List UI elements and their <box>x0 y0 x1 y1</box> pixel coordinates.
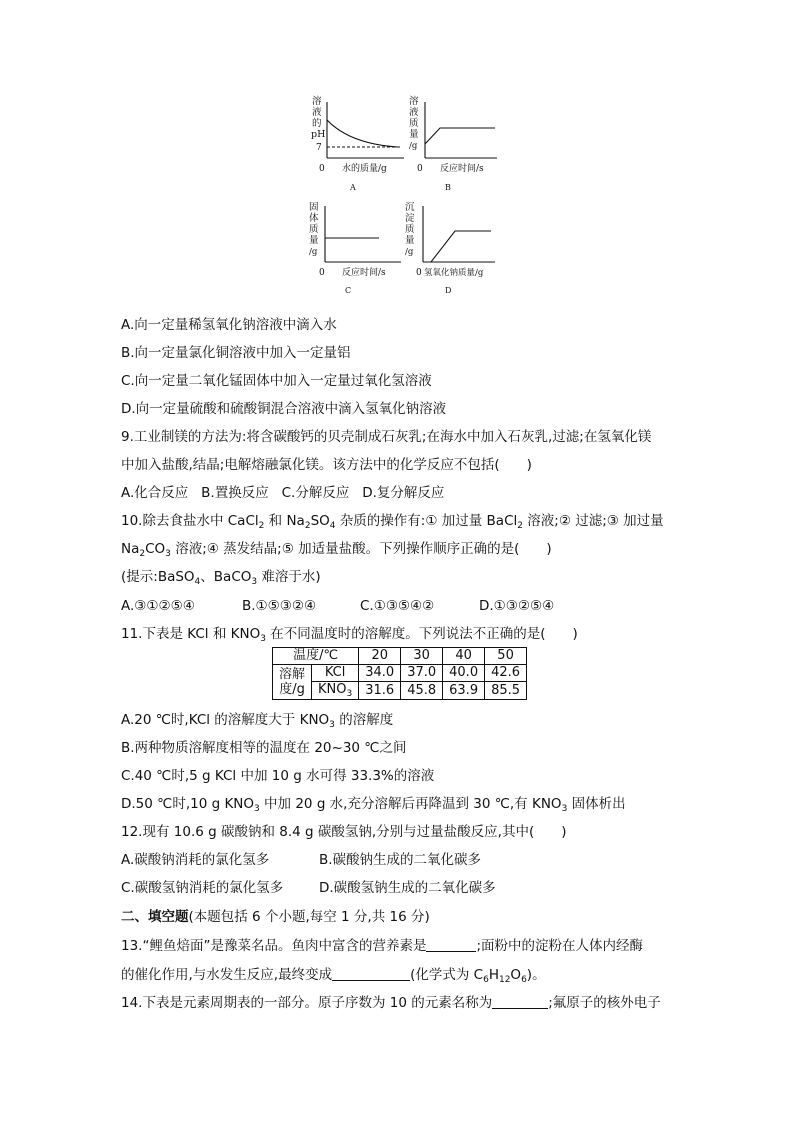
q10-option-d: D.①③②⑤④ <box>479 598 555 614</box>
svg-text:溶: 溶 <box>312 96 322 107</box>
graph-c-caption: C <box>345 286 352 295</box>
q10-option-a: A.③①②⑤④ <box>121 598 195 614</box>
graph-d-ylabel <box>405 202 415 257</box>
table-row-name: $KNO_3$ <box>312 682 359 700</box>
q9-stem-line2: 中加入盐酸,结晶;电解熔融氯化镁。该方法中的化学反应不包括( ) <box>121 457 532 473</box>
table-cell: 37.0 <box>401 665 443 682</box>
graph-c-origin: 0 <box>319 268 325 278</box>
svg-text:液: 液 <box>312 107 322 118</box>
graph-a-caption: A <box>350 183 356 192</box>
svg-text:淀: 淀 <box>405 213 415 224</box>
q8-option-a: A.向一定量稀氢氧化钠溶液中滴入水 <box>121 317 337 333</box>
graph-b-xlabel: 反应时间/s <box>440 164 484 174</box>
table-cell: 63.9 <box>443 682 485 700</box>
table-cell: 40.0 <box>443 665 485 682</box>
q12-option-d: D.碳酸氢钠生成的二氧化碳多 <box>319 880 496 896</box>
graph-b <box>405 92 505 197</box>
solubility-table <box>272 647 527 700</box>
q13-blank-1[interactable] <box>426 937 476 952</box>
q12-option-c: C.碳酸氢钠消耗的氯化氢多 <box>121 880 284 896</box>
q10-hint: (提示:BaSO$_4$、BaCO$_3$ 难溶于水) <box>121 569 321 587</box>
table-header-cell: 50 <box>485 648 527 665</box>
section-2-desc: (本题包括 6 个小题,每空 1 分,共 16 分) <box>188 909 430 925</box>
graph-a-ytick: 7 <box>316 143 322 153</box>
svg-text:体: 体 <box>309 213 319 224</box>
svg-text:固: 固 <box>309 202 319 213</box>
q11-option-d: D.50 ℃时,10 g $KNO_3$ 中加 20 g 水,充分溶解后再降温到 30 ℃,有 $KNO_3$ 固体析出 <box>121 796 626 814</box>
q9-options <box>121 484 444 502</box>
q14-blank-1[interactable] <box>492 994 548 1009</box>
graph-a-ylabel <box>311 95 325 140</box>
table-cell: 42.6 <box>485 665 527 682</box>
section-2-title: 二、填空题 <box>121 909 189 925</box>
graph-a-xlabel: 水的质量/g <box>342 164 387 174</box>
svg-text:质: 质 <box>309 224 319 235</box>
svg-text:量: 量 <box>405 235 415 246</box>
q8-option-d: D.向一定量硫酸和硫酸铜混合溶液中滴入氢氧化钠溶液 <box>121 401 447 417</box>
svg-text:/g: /g <box>405 247 414 257</box>
table-row <box>273 665 527 682</box>
q9-option-b: B.置换反应 <box>201 485 269 501</box>
q9-stem-line1: 9.工业制镁的方法为:将含碳酸钙的贝壳制成石灰乳;在海水中加入石灰乳,过滤;在氢氧化镁 <box>121 429 652 445</box>
q10-option-c: C.①③⑤④② <box>360 598 435 614</box>
q12-stem: 12.现有 10.6 g 碳酸钠和 8.4 g 碳酸氢钠,分别与过量盐酸反应,其中( ) <box>121 824 567 840</box>
q11-option-b: B.两种物质溶解度相等的温度在 20~30 ℃之间 <box>121 740 407 756</box>
q10-stem-line1: 10.除去食盐水中 CaCl$_2$ 和 $Na_2SO_4$ 杂质的操作有:① 加过量 BaCl$_2$ 溶液;② 过滤;③ 加过量 <box>121 513 664 531</box>
graph-c <box>305 198 410 298</box>
q10-stem-line2: $Na_2CO_3$ 溶液;④ 蒸发结晶;⑤ 加适量盐酸。下列操作顺序正确的是( ) <box>121 541 552 559</box>
svg-text:的: 的 <box>312 118 322 129</box>
table-cell: 45.8 <box>401 682 443 700</box>
q11-stem: 11.下表是 KCl 和 $KNO_3$ 在不同温度时的溶解度。下列说法不正确的是( ) <box>121 626 578 644</box>
q12-option-b: B.碳酸钠生成的二氧化碳多 <box>319 852 482 868</box>
graph-d-caption: D <box>445 286 452 295</box>
graph-d-curve <box>423 231 491 262</box>
graph-a <box>300 92 415 197</box>
q13-line2: 的催化作用,与水发生反应,最终变成 (化学式为 $C_6H_{12}O_6$)。 <box>121 967 546 985</box>
svg-text:/g: /g <box>409 141 418 151</box>
svg-text:质: 质 <box>409 118 419 129</box>
q9-option-c: C.分解反应 <box>281 485 350 501</box>
q11-option-c: C.40 ℃时,5 g KCl 中加 10 g 水可得 33.3%的溶液 <box>121 768 435 784</box>
table-cell: 85.5 <box>485 682 527 700</box>
graph-a-curve <box>327 120 398 147</box>
svg-text:溶: 溶 <box>409 96 419 107</box>
table-header-cell: 30 <box>401 648 443 665</box>
table-row-name: KCl <box>312 665 359 682</box>
svg-text:/g: /g <box>309 247 318 257</box>
table-row-label: 溶解 度/g <box>273 665 312 700</box>
q14-line1: 14.下表是元素周期表的一部分。原子序数为 10 的元素名称为 ;氟原子的核外电子 <box>121 995 661 1011</box>
q8-option-b: B.向一定量氯化铜溶液中加入一定量铝 <box>121 345 351 361</box>
q9-option-d: D.复分解反应 <box>362 485 445 501</box>
q13-line1: 13.“鲤鱼焙面”是豫菜名品。鱼肉中富含的营养素是 ;面粉中的淀粉在人体内经酶 <box>121 938 644 954</box>
q10-option-b: B.①⑤③②④ <box>242 598 317 614</box>
graph-c-xlabel: 反应时间/s <box>342 268 386 278</box>
table-header-row <box>273 648 527 665</box>
q13-blank-2[interactable] <box>332 966 410 981</box>
graph-c-ylabel <box>309 202 319 257</box>
table-cell: 34.0 <box>359 665 401 682</box>
table-cell: 31.6 <box>359 682 401 700</box>
table-row <box>273 682 527 700</box>
graph-b-origin: 0 <box>417 164 423 174</box>
graph-b-ylabel <box>409 95 419 151</box>
section-2-heading <box>121 908 430 926</box>
table-header-cell: 40 <box>443 648 485 665</box>
q8-option-c: C.向一定量二氧化锰固体中加入一定量过氧化氢溶液 <box>121 373 432 389</box>
graph-b-caption: B <box>445 183 451 192</box>
svg-text:沉: 沉 <box>405 202 415 213</box>
table-header-cell: 20 <box>359 648 401 665</box>
svg-text:pH: pH <box>311 129 326 140</box>
svg-text:量: 量 <box>309 235 319 246</box>
graph-a-origin: 0 <box>319 164 325 174</box>
graph-d-origin: 0 <box>416 268 422 278</box>
graph-d <box>403 198 503 298</box>
table-header-temp: 温度/℃ <box>273 648 359 665</box>
graph-b-curve <box>425 128 495 144</box>
q12-option-a: A.碳酸钠消耗的氯化氢多 <box>121 852 270 868</box>
q9-option-a: A.化合反应 <box>121 485 189 501</box>
svg-text:液: 液 <box>409 107 419 118</box>
graph-d-xlabel: 氢氧化钠质量/g <box>424 268 484 278</box>
q11-option-a: A.20 ℃时,KCl 的溶解度大于 $KNO_3$ 的溶解度 <box>121 712 394 730</box>
svg-text:质: 质 <box>405 224 415 235</box>
svg-text:量: 量 <box>409 129 419 140</box>
